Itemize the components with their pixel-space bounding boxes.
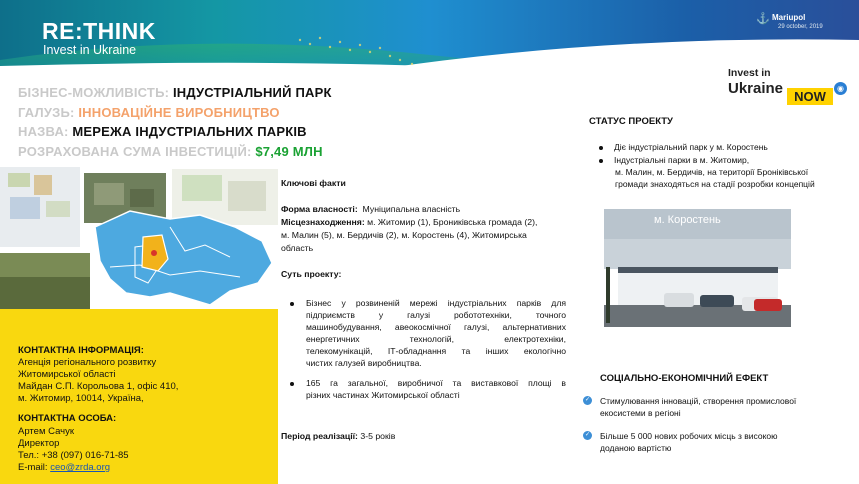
contact-info-line: Майдан С.П. Корольова 1, офіс 410, bbox=[18, 381, 179, 392]
status-item-1: Діє індустріальний парк у м. Коростень bbox=[614, 142, 768, 152]
check-icon: ✓ bbox=[584, 432, 591, 438]
event-date: 29 october, 2019 bbox=[778, 24, 823, 30]
name-value: МЕРЕЖА ІНДУСТРІАЛЬНИХ ПАРКІВ bbox=[72, 124, 307, 139]
opportunity-line bbox=[18, 85, 332, 100]
location-line2: м. Малин (5), м. Бердичів (2), м. Коростень (4), Житомирська bbox=[281, 230, 527, 240]
opportunity-value: ІНДУСТРІАЛЬНИЙ ПАРК bbox=[172, 85, 332, 100]
ownership-line: Форма власності: Муніципальна власність bbox=[281, 204, 461, 214]
bullet-dot bbox=[290, 302, 294, 306]
effect-title: СОЦІАЛЬНО-ЕКОНОМІЧНИЙ ЕФЕКТ bbox=[600, 373, 769, 384]
investment-value: $7,49 МЛН bbox=[255, 144, 323, 159]
essence-title: Суть проекту: bbox=[281, 269, 342, 279]
logo-line1: Invest in bbox=[728, 67, 771, 79]
contact-person-role: Директор bbox=[18, 438, 60, 449]
contact-info-title: КОНТАКТНА ІНФОРМАЦІЯ: bbox=[18, 345, 144, 356]
map-collage bbox=[0, 167, 278, 309]
status-title: СТАТУС ПРОЕКТУ bbox=[589, 116, 673, 127]
korosten-photo bbox=[604, 209, 791, 327]
logo-now: NOW bbox=[787, 88, 833, 105]
brand-subtitle: Invest in Ukraine bbox=[43, 43, 137, 57]
contact-info-line: Житомирської області bbox=[18, 369, 116, 380]
brand-title: RE:THINK bbox=[42, 18, 156, 44]
period-line: Період реалізації: 3-5 років bbox=[281, 431, 396, 441]
contact-phone: Тел.: +38 (097) 016-71-85 bbox=[18, 450, 129, 461]
investment-key: РОЗРАХОВАНА СУМА ІНВЕСТИЦІЙ: bbox=[18, 144, 252, 159]
effect-item-1: Стимулювання інновацій, створення промислової екосистеми в регіоні bbox=[600, 396, 797, 418]
status-item-2: Індустріальні парки в м. Житомир, м. Малин, м. Бердичів, на території Броніківської громади знаходяться на стадії розробки концепцій bbox=[614, 155, 815, 189]
contact-person-name: Артем Сачук bbox=[18, 426, 75, 437]
sector-key: ГАЛУЗЬ: bbox=[18, 105, 75, 120]
logo-line2: Ukraine bbox=[728, 80, 784, 97]
contact-person-title: КОНТАКТНА ОСОБА: bbox=[18, 413, 117, 424]
photo-caption: м. Коростень bbox=[654, 214, 721, 226]
contact-info-line: м. Житомир, 10014, Україна, bbox=[18, 393, 144, 404]
check-icon: ✓ bbox=[584, 397, 591, 403]
sector-value: ІННОВАЦІЙНЕ ВИРОБНИЦТВО bbox=[78, 105, 280, 120]
contact-email-line: E-mail: ceo@zrda.org bbox=[18, 462, 111, 473]
anchor-icon: ⚓ bbox=[756, 13, 770, 25]
sector-line bbox=[18, 105, 280, 120]
event-city: Mariupol bbox=[772, 13, 806, 22]
key-facts-title: Ключові факти bbox=[281, 178, 346, 188]
essence-bullet-2: 165 га загальної, виробничої та виставкової площі в різних частинах Житомирської області bbox=[306, 378, 566, 401]
investment-line bbox=[18, 144, 323, 159]
location-line3: область bbox=[281, 243, 314, 253]
location-line: Місцезнаходження: м. Житомир (1), Брониківська громада (2), bbox=[281, 217, 538, 227]
essence-bullet-1: Бізнес у розвиненій мережі індустріальних парків для підприємств у галузі робототехніки, точного машинобудування, авеокосмічної галузі, альтернативних енергетичних технологій, електротехніки, телекомунікацій, ІТ-обладнання та інших екологічно чистих галузей виробництва. bbox=[306, 298, 566, 369]
contact-info-line: Агенція регіонального розвитку bbox=[18, 357, 157, 368]
bullet-dot bbox=[290, 382, 294, 386]
ukraine-map-image bbox=[0, 167, 278, 309]
opportunity-key: БІЗНЕС-МОЖЛИВІСТЬ: bbox=[18, 85, 170, 100]
name-line bbox=[18, 124, 307, 139]
bullet-dot bbox=[599, 159, 603, 163]
email-link[interactable]: ceo@zrda.org bbox=[50, 462, 111, 473]
effect-item-2: Більше 5 000 нових робочих місць з високою доданою вартістю bbox=[600, 431, 778, 453]
bullet-dot bbox=[599, 146, 603, 150]
name-key: НАЗВА: bbox=[18, 124, 69, 139]
logo-globe-icon: ◉ bbox=[834, 82, 847, 95]
industrial-park-photo bbox=[604, 209, 791, 327]
